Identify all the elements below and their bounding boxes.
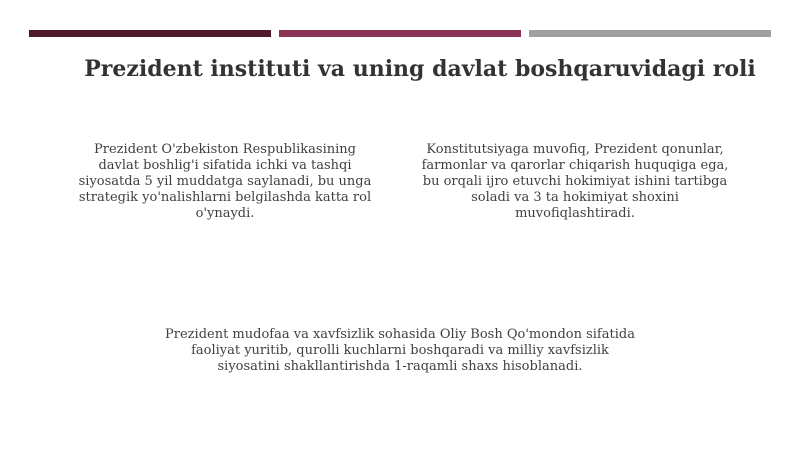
paragraph-line: Prezident O'zbekiston Respublikasining xyxy=(94,142,356,157)
paragraph-line: faoliyat yuritib, qurolli kuchlarni boshqaradi va milliy xavfsizlik xyxy=(191,343,609,358)
paragraph-line: strategik yo'nalishlarni belgilashda katta rol xyxy=(78,190,372,205)
decorative-bar-magenta xyxy=(279,30,521,37)
paragraph-left xyxy=(60,142,390,222)
decorative-bar-dark xyxy=(29,30,271,37)
paragraph-line: o'ynaydi. xyxy=(195,206,255,221)
paragraph-line: siyosatda 5 yil muddatga saylanadi, bu unga xyxy=(78,174,372,189)
slide-title: Prezident instituti va uning davlat boshqaruvidagi roli xyxy=(84,56,756,82)
paragraph-line: soladi va 3 ta hokimiyat shoxini xyxy=(471,190,679,205)
paragraph-line: Prezident mudofaa va xavfsizlik sohasida Oliy Bosh Qo'mondon sifatida xyxy=(165,327,635,342)
paragraph-right xyxy=(400,142,750,222)
paragraph-bottom xyxy=(90,327,710,375)
paragraph-line: Konstitutsiyaga muvofiq, Prezident qonunlar, xyxy=(426,142,724,157)
paragraph-line: muvofiqlashtiradi. xyxy=(515,206,635,221)
paragraph-line: davlat boshlig'i sifatida ichki va tashqi xyxy=(98,158,352,173)
decorative-bar-gray xyxy=(529,30,771,37)
paragraph-line: farmonlar va qarorlar chiqarish huquqiga ega, xyxy=(421,158,729,173)
paragraph-line: siyosatini shakllantirishda 1-raqamli shaxs hisoblanadi. xyxy=(217,359,583,374)
paragraph-line: bu orqali ijro etuvchi hokimiyat ishini tartibga xyxy=(422,174,728,189)
